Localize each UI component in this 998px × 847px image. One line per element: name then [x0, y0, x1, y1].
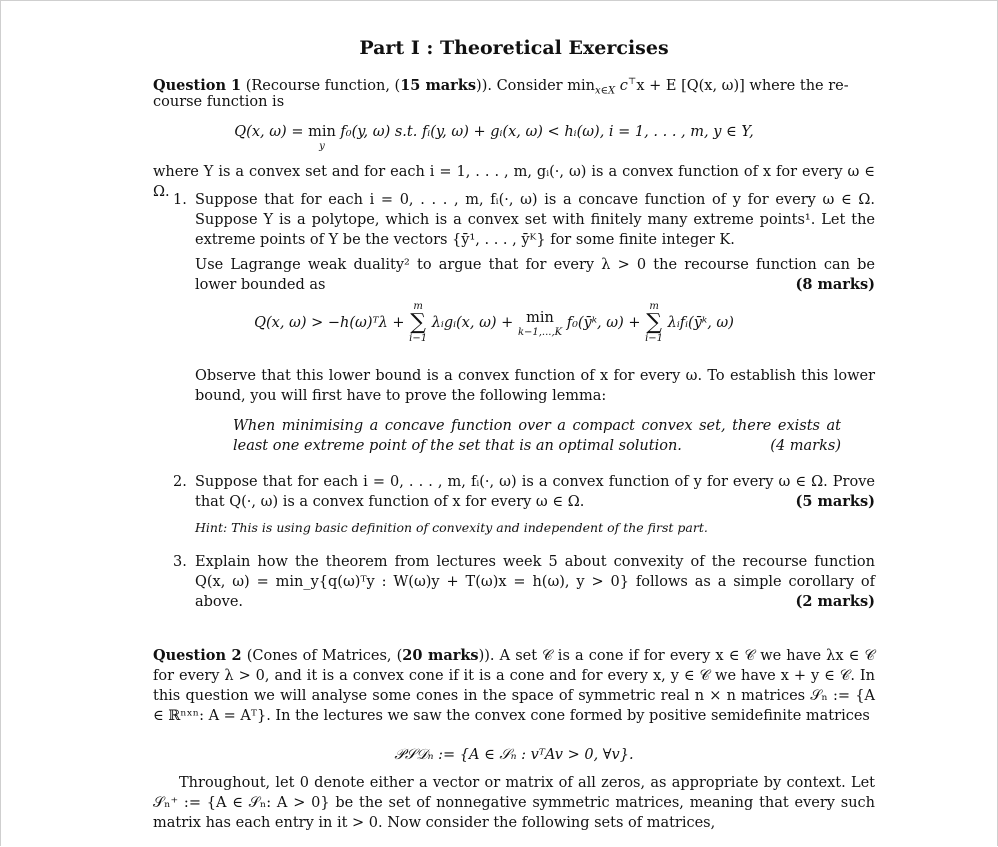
q1-equation	[133, 122, 855, 152]
q2-intro-a: (Cones of Matrices, (	[246, 648, 403, 664]
item1-min-sub: k−1,...,K	[517, 327, 563, 338]
q2-intro	[153, 646, 875, 726]
item1-text-c: Observe that this lower bound is a convex function of x for every ω. To establish this lower bound, you will first have to prove the following lemma:	[195, 368, 875, 404]
sum2-sup: m	[649, 301, 659, 312]
item2-number: 2.	[173, 474, 187, 490]
sum2-sub: i−1	[645, 333, 664, 344]
q1-label: Question 1	[153, 76, 242, 94]
q2-label: Question 2	[153, 647, 242, 664]
q1-after-eq: where Y is a convex set and for each i = 1, . . . , m, gᵢ(·, ω) is a convex function of x for every ω ∈ Ω.	[153, 164, 875, 200]
q1-intro-d: x + E [Q(x, ω)] where the re-	[636, 77, 849, 94]
item1-eq-b: λᵢgᵢ(x, ω) +	[427, 315, 518, 331]
item2-marks: (5 marks)	[795, 493, 875, 510]
q2-intro-b: )). A set 𝒞 is a cone if for every x ∈ 𝒞 we have λx ∈ 𝒞 for every λ > 0, and it is a convex cone if it is a cone and for every x, y ∈ 𝒞 we have x + y ∈ 𝒞. In this question we will analyse some cones in the space of symmetric real n × n matrices 𝒮ₙ := {A ∈ ℝⁿˣⁿ: A = Aᵀ}. In the lectures we saw the convex cone formed by positive semidefinite matrices	[153, 648, 876, 724]
item1-marks: (8 marks)	[795, 276, 875, 293]
lemma	[233, 416, 841, 456]
lemma-text: When minimising a concave function over a compact convex set, there exists at least one extreme point of the set that is an optimal solution.	[233, 418, 841, 454]
item1-eq-c: f₀(ȳᵏ, ω) +	[562, 315, 646, 331]
page-title: Part I : Theoretical Exercises	[359, 37, 669, 59]
q2-equation: 𝒫𝒮𝒟ₙ := {A ∈ 𝒮ₙ : vᵀAv > 0, ∀v}.	[394, 747, 634, 763]
item1-min-label: min	[526, 310, 554, 326]
sum1-sup: m	[413, 301, 423, 312]
q2-para2: Throughout, let 0 denote either a vector or matrix of all zeros, as appropriate by context. Let 𝒮ₙ⁺ := {A ∈ 𝒮ₙ: A > 0} be the set of nonnegative symmetric matrices, meaning that every such matrix has each entry in it > 0. Now consider the following sets of matrices,	[153, 775, 875, 831]
sum1-sub: i−1	[409, 333, 428, 344]
q1-intro-c: c	[615, 77, 628, 94]
lemma-marks: (4 marks)	[770, 438, 841, 454]
q1-intro: Question 1 (Recourse function, (15 marks)). Consider $\min_{x\in X} c^⊤x + E$ [Q(x, ω)] where the re-	[153, 76, 849, 97]
q1-intro-b: )). Consider min	[476, 77, 595, 94]
sum-symbol-1: m ∑ i−1	[409, 301, 428, 344]
item2-text-body: Suppose that for each i = 0, . . . , m, fᵢ(·, ω) is a convex function of y for every ω ∈ Ω. Prove that Q(·, ω) is a convex function of x for every ω ∈ Ω.	[195, 474, 875, 510]
item2-text	[195, 472, 875, 512]
q1-eq-min-sub: y	[319, 141, 325, 152]
item1-text-b-body: Use Lagrange weak duality² to argue that for every λ > 0 the recourse function can be lower bounded as	[195, 257, 875, 293]
q1-marks: 15 marks	[400, 76, 477, 94]
q1-line2: course function is	[153, 94, 285, 110]
item1-text-b	[195, 255, 875, 295]
sum-symbol-2: m ∑ i−1	[645, 301, 664, 344]
q2-marks: 20 marks	[402, 647, 479, 664]
item2-hint: Hint: This is using basic definition of convexity and independent of the first part.	[195, 520, 708, 535]
q1-eq-min: min	[308, 124, 336, 140]
q1-intro-sub: x∈X	[594, 85, 616, 97]
item3-marks: (2 marks)	[795, 593, 875, 610]
q1-eq-lhs: Q(x, ω) =	[234, 124, 309, 140]
item1-text-a: Suppose that for each i = 0, . . . , m, fᵢ(·, ω) is a concave function of y for every ω ∈ Ω. Suppose Y is a polytope, which is a convex set with finitely many extreme points¹. Let the extreme points of Y be the vectors {ȳ¹, . . . , ȳᴷ} for some finite integer K.	[195, 192, 875, 248]
item1-number: 1.	[173, 192, 187, 208]
item3-number: 3.	[173, 554, 187, 570]
q1-eq-rhs: f₀(y, ω) s.t. fᵢ(y, ω) + gᵢ(x, ω) < hᵢ(ω), i = 1, . . . , m, y ∈ Y,	[335, 124, 754, 140]
item3-text-body: Explain how the theorem from lectures week 5 about convexity of the recourse function Q(x, ω) = min_y{q(ω)ᵀy : W(ω)y + T(ω)x = h(ω), y > 0} follows as a simple corollary of above.	[195, 554, 875, 610]
item1-eq-a: Q(x, ω) > −h(ω)ᵀλ +	[254, 315, 410, 331]
item1-equation	[133, 302, 855, 344]
item1-eq-d: λᵢfᵢ(ȳᵏ, ω)	[663, 315, 734, 331]
item3-text	[195, 552, 875, 612]
q1-intro-a: (Recourse function, (	[245, 77, 401, 94]
